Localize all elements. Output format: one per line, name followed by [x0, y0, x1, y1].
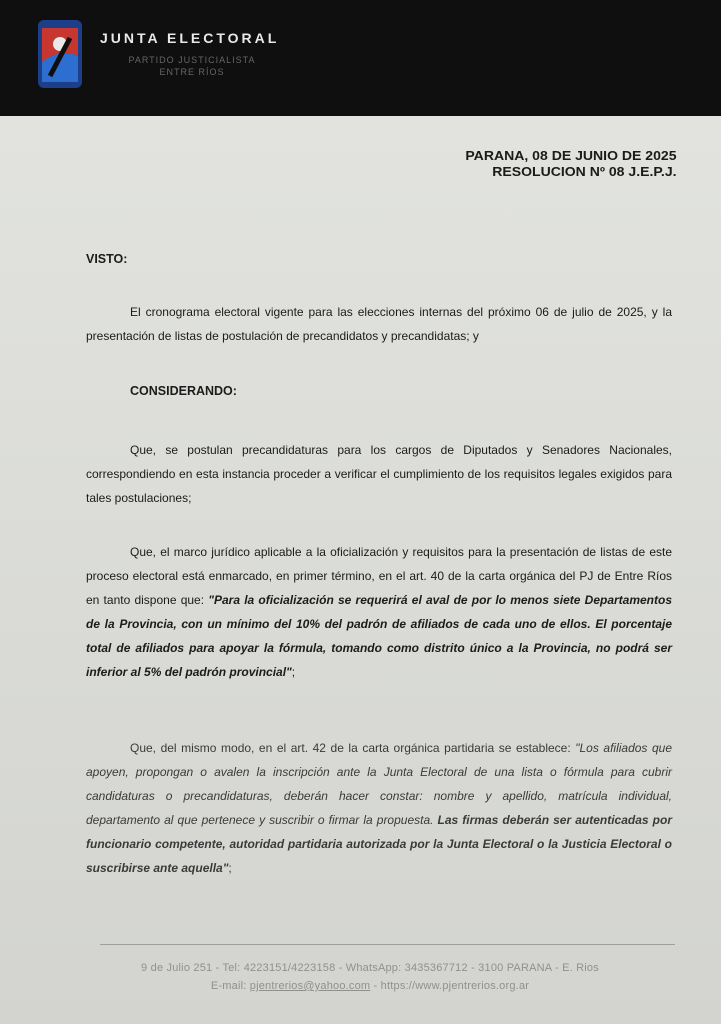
footer-mail-label: E-mail:: [210, 980, 250, 992]
letterhead-band: [0, 0, 721, 116]
document-date: PARANA, 08 DE JUNIO DE 2025: [465, 148, 677, 163]
footer-address: 9 de Julio 251 - Tel: 4223151/4223158 - WhatsApp: 3435367712 - 3100 PARANA - E. Rios: [141, 962, 599, 974]
considerando-heading: CONSIDERANDO:: [130, 384, 237, 398]
art-42-end: ;: [228, 861, 232, 875]
art-42-intro: Que, del mismo modo, en el art. 42 de la carta orgánica partidaria se establece:: [130, 741, 576, 755]
party-logo-icon: [36, 18, 84, 90]
visto-heading: VISTO:: [86, 252, 128, 266]
art-42-quote-b: Las firmas deberán ser autenticadas por funcionario competente, autoridad partidaria autorizada por la Junta Electoral o la Justicia Electoral o suscribirse ante aquella": [86, 813, 672, 875]
art-40-intro: Que, el marco jurídico aplicable a la oficialización y requisitos para la presentación de listas de este proceso electoral está enmarcado, en primer término, en el art. 40 de la carta orgánica del PJ de Entre Ríos en tanto dispone que:: [86, 545, 672, 607]
paragraph-precandidaturas: Que, se postulan precandidaturas para los cargos de Diputados y Senadores Nacionales, correspondiendo en esta instancia proceder a verificar el cumplimiento de los requisitos legales exigidos para tales postulaciones;: [86, 443, 672, 505]
paragraph-art-40: [86, 540, 672, 684]
org-subtitle: PARTIDO JUSTICIALISTA ENTRE RÍOS: [128, 55, 256, 77]
footer-divider: [100, 944, 675, 945]
date-block: [465, 148, 677, 180]
paragraph-art-42: [86, 736, 672, 880]
art-42-quote-a: "Los afiliados que apoyen, propongan o avalen la inscripción ante la Junta Electoral de una lista o fórmula para cubrir candidaturas o precandidaturas, deberán hacer constar: nombre y apellido, matrícula individual, departamento al que pertenece y suscribir o firmar la propuesta.: [86, 741, 673, 827]
visto-paragraph: El cronograma electoral vigente para las elecciones internas del próximo 06 de julio de 2025, y la presentación de listas de postulación de precandidatos y precandidatas; y: [86, 305, 672, 343]
org-name: JUNTA ELECTORAL: [100, 30, 280, 46]
footer-website[interactable]: - https://www.pjentrerios.org.ar: [370, 980, 530, 992]
resolution-number: RESOLUCION Nº 08 J.E.P.J.: [492, 164, 677, 179]
footer-email-link[interactable]: pjentrerios@yahoo.com: [249, 980, 371, 992]
art-40-quote: "Para la oficialización se requerirá el aval de por lo menos siete Departamentos de la Provincia, con un mínimo del 10% del padrón de afiliados de cada uno de ellos. El porcentaje total de afiliados para apoyar la fórmula, tomando como distrito único a la Provincia, no podrá ser inferior al 5% del padrón provincial": [86, 593, 673, 679]
art-40-end: ;: [291, 665, 296, 679]
footer-contact: [60, 980, 680, 992]
